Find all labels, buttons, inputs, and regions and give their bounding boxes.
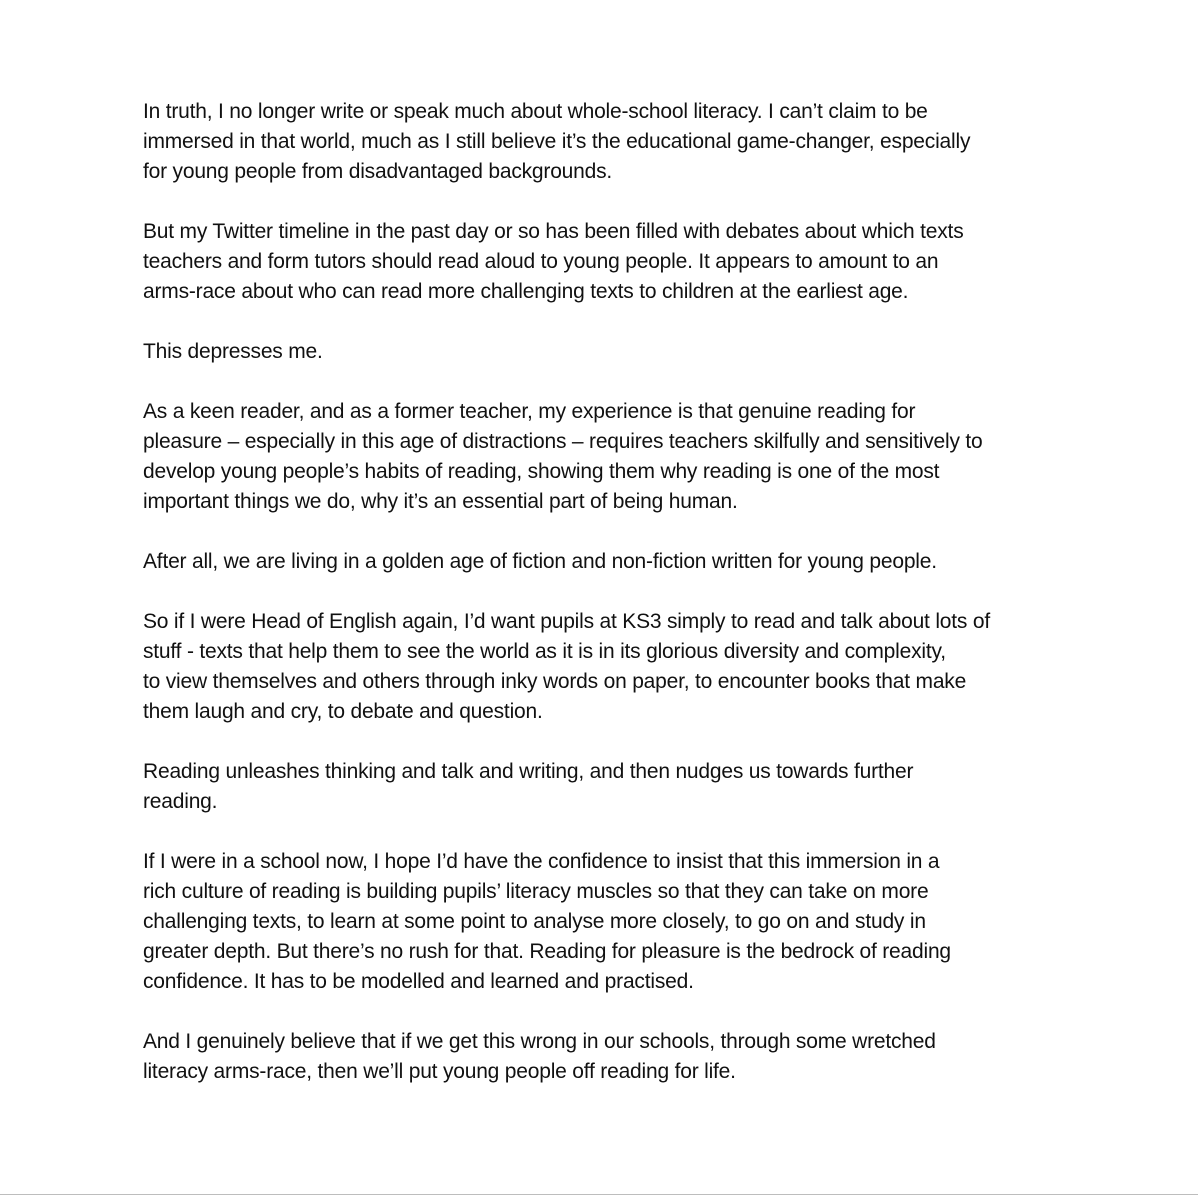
paragraph-line: develop young people’s habits of reading, showing them why reading is one of the most	[143, 460, 940, 483]
paragraph-line: So if I were Head of English again, I’d want pupils at KS3 simply to read and talk about lots of	[143, 610, 990, 633]
paragraph-line: And I genuinely believe that if we get this wrong in our schools, through some wretched	[143, 1030, 936, 1053]
paragraph-line: immersed in that world, much as I still believe it’s the educational game-changer, especially	[143, 130, 971, 153]
paragraph-9	[143, 1027, 1103, 1087]
paragraph-spacer	[143, 817, 1103, 847]
paragraph-line: This depresses me.	[143, 340, 323, 363]
paragraph-2	[143, 217, 1103, 307]
paragraph-line: pleasure – especially in this age of distractions – requires teachers skilfully and sensitively to	[143, 430, 983, 453]
paragraph-3	[143, 337, 1103, 367]
paragraph-1	[143, 97, 1103, 187]
paragraph-line: literacy arms-race, then we’ll put young people off reading for life.	[143, 1060, 736, 1083]
paragraph-spacer	[143, 307, 1103, 337]
paragraph-line: rich culture of reading is building pupils’ literacy muscles so that they can take on more	[143, 880, 929, 903]
paragraph-line: them laugh and cry, to debate and question.	[143, 700, 543, 723]
paragraph-line: greater depth. But there’s no rush for that. Reading for pleasure is the bedrock of reading	[143, 940, 951, 963]
paragraph-spacer	[143, 517, 1103, 547]
paragraph-line: important things we do, why it’s an essential part of being human.	[143, 490, 738, 513]
paragraph-line: As a keen reader, and as a former teacher, my experience is that genuine reading for	[143, 400, 916, 423]
paragraph-spacer	[143, 367, 1103, 397]
paragraph-line: reading.	[143, 790, 218, 813]
paragraph-4	[143, 397, 1103, 517]
paragraph-5	[143, 547, 1103, 577]
paragraph-line: arms-race about who can read more challenging texts to children at the earliest age.	[143, 280, 909, 303]
paragraph-line: teachers and form tutors should read aloud to young people. It appears to amount to an	[143, 250, 939, 273]
paragraph-line: But my Twitter timeline in the past day or so has been filled with debates about which texts	[143, 220, 964, 243]
paragraph-line: In truth, I no longer write or speak much about whole-school literacy. I can’t claim to be	[143, 100, 928, 123]
paragraph-line: Reading unleashes thinking and talk and writing, and then nudges us towards further	[143, 760, 914, 783]
paragraph-line: stuff - texts that help them to see the world as it is in its glorious diversity and complexity,	[143, 640, 946, 663]
document-body	[143, 97, 1103, 1087]
paragraph-6	[143, 607, 1103, 727]
paragraph-line: After all, we are living in a golden age of fiction and non-fiction written for young people.	[143, 550, 937, 573]
paragraph-spacer	[143, 187, 1103, 217]
paragraph-spacer	[143, 577, 1103, 607]
paragraph-spacer	[143, 727, 1103, 757]
paragraph-line: confidence. It has to be modelled and learned and practised.	[143, 970, 694, 993]
paragraph-line: If I were in a school now, I hope I’d have the confidence to insist that this immersion in a	[143, 850, 940, 873]
paragraph-line: for young people from disadvantaged backgrounds.	[143, 160, 613, 183]
paragraph-spacer	[143, 997, 1103, 1027]
paragraph-line: challenging texts, to learn at some point to analyse more closely, to go on and study in	[143, 910, 926, 933]
paragraph-line: to view themselves and others through inky words on paper, to encounter books that make	[143, 670, 967, 693]
page-bottom-divider	[0, 1194, 1198, 1195]
paragraph-7	[143, 757, 1103, 817]
paragraph-8	[143, 847, 1103, 997]
